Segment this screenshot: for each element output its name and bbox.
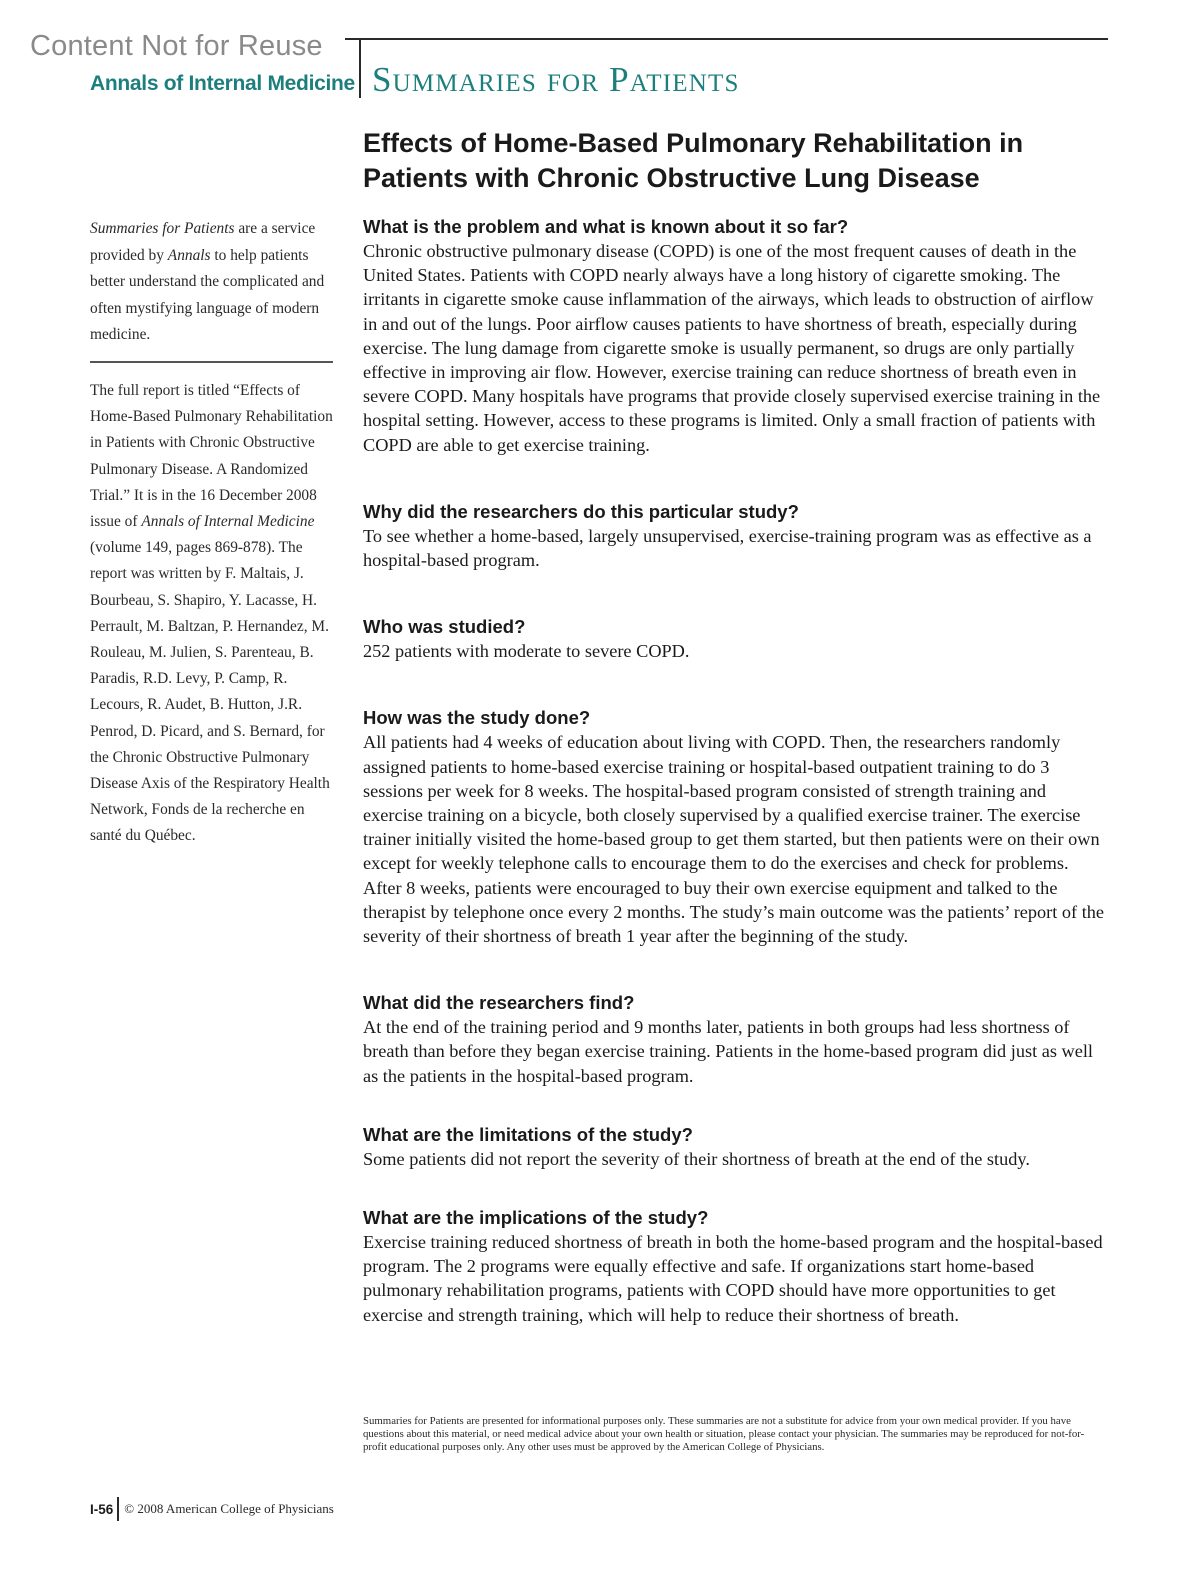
section-body: Some patients did not report the severity of their shortness of breath at the end of the study. — [363, 1148, 1030, 1169]
section-body: To see whether a home-based, largely unsupervised, exercise-training program was as effective as a hospital-based program. — [363, 525, 1092, 571]
section-heading: Why did the researchers do this particular study? — [363, 500, 799, 522]
section-heading: What is the problem and what is known about it so far? — [363, 216, 849, 237]
section-problem — [363, 214, 1108, 457]
page-footer — [90, 1497, 334, 1521]
citation-text-a: The full report is titled “Effects of Home-Based Pulmonary Rehabilitation in Patients with Chronic Obstructive Pulmonary Disease. A Randomized Trial.” It is in the 16 December 2008 issue of — [90, 382, 333, 531]
section-body: At the end of the training period and 9 months later, patients in both groups had less shortness of breath than before they began exercise training. Patients in the home-based program did just as well as the patients in the hospital-based program. — [363, 1017, 1094, 1086]
blurb-journal: Annals — [167, 246, 211, 264]
section-who — [363, 614, 1108, 663]
blurb-text-a: are a service provided by — [90, 220, 316, 264]
section-limitations — [363, 1122, 1108, 1171]
sidebar-blurb — [90, 216, 335, 349]
journal-name: Annals of Internal Medicine — [90, 72, 355, 95]
section-heading: Who was studied? — [363, 616, 526, 638]
section-body: Exercise training reduced shortness of breath in both the home-based program and the hospital-based program. The 2 programs were equally effective and safe. If organizations start home-based pulmonary rehabilitation programs, patients with COPD should have more opportunities to get exercise and strength training, which will help to reduce their shortness of breath. — [363, 1232, 1103, 1325]
section-findings — [363, 990, 1108, 1088]
header-rule — [345, 38, 1108, 40]
section-why — [363, 499, 1108, 572]
main-content — [363, 214, 1108, 1327]
watermark: Content Not for Reuse — [30, 30, 323, 62]
blurb-series-name: Summaries for Patients — [90, 220, 235, 237]
footer-divider — [117, 1497, 119, 1521]
section-heading: What are the limitations of the study? — [363, 1123, 693, 1145]
section-body: 252 patients with moderate to severe COPD. — [363, 641, 690, 662]
section-body: All patients had 4 weeks of education about living with COPD. Then, the researchers randomly assigned patients to home-based exercise training or hospital-based outpatient training to do 3 sessions per week for 8 weeks. The hospital-based program consisted of strength training and exercise training on a bicycle, both closely supervised by a qualified exercise trainer. The exercise trainer initially visited the home-based group to get them started, but then patients were on their own except for weekly telephone calls to encourage them to do the exercises and check for problems. After 8 weeks, patients were encouraged to buy their own exercise equipment and talked to the therapist by telephone once every 2 months. The study’s main outcome was the patients’ report of the severity of their shortness of breath 1 year after the beginning of the study. — [363, 732, 1105, 947]
article-title: Effects of Home-Based Pulmonary Rehabilitation in Patients with Chronic Obstructive Lung Disease — [363, 128, 1024, 193]
section-heading: What are the implications of the study? — [363, 1207, 709, 1229]
section-implications — [363, 1205, 1108, 1327]
blurb-text-b: to help patients better understand the complicated and often mystifying language of modern medicine. — [90, 246, 325, 343]
header-divider — [359, 39, 361, 98]
sidebar-divider — [90, 361, 333, 363]
section-how — [363, 705, 1108, 948]
section-banner: Summaries for Patients — [372, 60, 740, 99]
disclaimer: Summaries for Patients are presented for informational purposes only. These summaries are not a substitute for advice from your own medical provider. If you have questions about this material, or need medical advice about your own health or situation, please contact your physician. The summaries may be reproduced for not-for-profit educational purposes only. Any other uses must be approved by the American College of Physicians. — [363, 1415, 1085, 1453]
section-heading: What did the researchers find? — [363, 992, 635, 1014]
section-heading: How was the study done? — [363, 707, 591, 729]
section-body: Chronic obstructive pulmonary disease (COPD) is one of the most frequent causes of death in the United States. Patients with COPD nearly always have a long history of cigarette smoking. The irritants in cigarette smoke cause inflammation of the airways, which leads to obstruction of airflow in and out of the lungs. Poor airflow causes patients to have shortness of breath, especially during exercise. The lung damage from cigarette smoke is usually permanent, so drugs are only partially effective in improving air flow. However, exercise training can reduce shortness of breath even in severe COPD. Many hospitals have programs that provide closely supervised exercise training in the hospital setting. However, access to these programs is limited. Only a small fraction of patients with COPD are able to get exercise training. — [363, 241, 1101, 455]
copyright: © 2008 American College of Physicians — [124, 1501, 334, 1516]
sidebar-citation — [90, 378, 335, 850]
page-number: I-56 — [90, 1501, 114, 1517]
citation-text-b: (volume 149, pages 869-878). The report was written by F. Maltais, J. Bourbeau, S. Shapiro, Y. Lacasse, H. Perrault, M. Baltzan, P. Hernandez, M. Rouleau, M. Julien, S. Parenteau, B. Paradis, R.D. Levy, P. Camp, R. Lecours, R. Audet, B. Hutton, J.R. Penrod, D. Picard, and S. Bernard, for the Chronic Obstructive Pulmonary Disease Axis of the Respiratory Health Network, Fonds de la recherche en santé du Québec. — [90, 539, 330, 845]
citation-journal: Annals of Internal Medicine — [141, 513, 315, 531]
